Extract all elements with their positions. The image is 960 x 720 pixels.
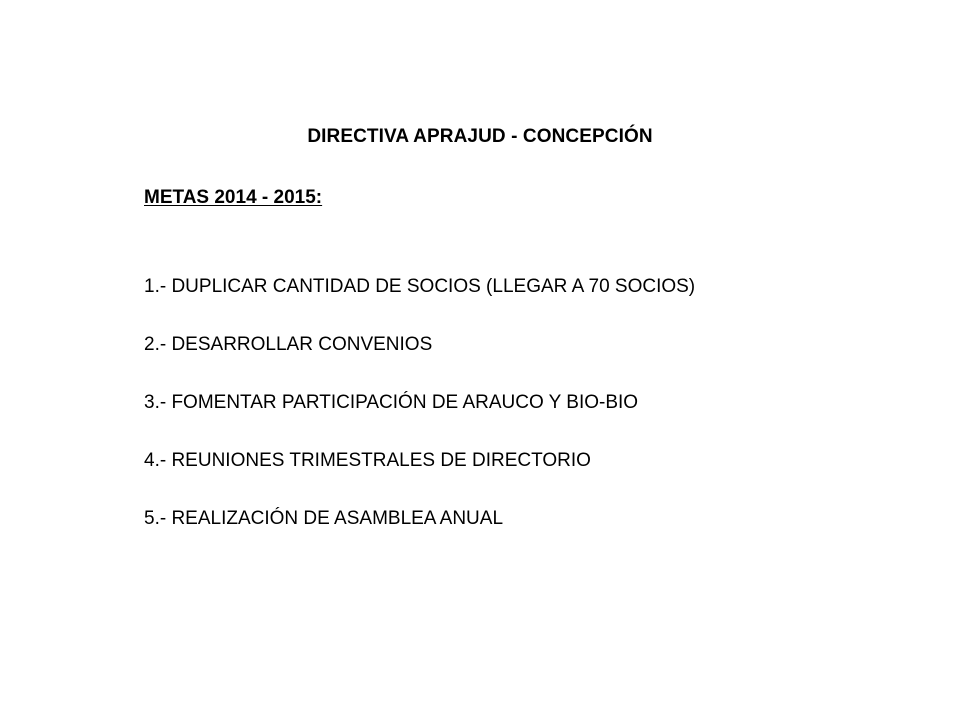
goal-item-3: 3.- FOMENTAR PARTICIPACIÓN DE ARAUCO Y BIO-BIO [144,392,639,413]
goal-item-4: 4.- REUNIONES TRIMESTRALES DE DIRECTORIO [144,450,591,471]
goal-item-5: 5.- REALIZACIÓN DE ASAMBLEA ANUAL [144,508,504,529]
slide-subtitle: METAS 2014 - 2015: [144,187,323,208]
goals-list [144,276,695,566]
goal-item-1: 1.- DUPLICAR CANTIDAD DE SOCIOS (LLEGAR A 70 SOCIOS) [144,276,696,297]
goal-item-2: 2.- DESARROLLAR CONVENIOS [144,334,433,355]
slide-title: DIRECTIVA APRAJUD - CONCEPCIÓN [307,126,653,147]
